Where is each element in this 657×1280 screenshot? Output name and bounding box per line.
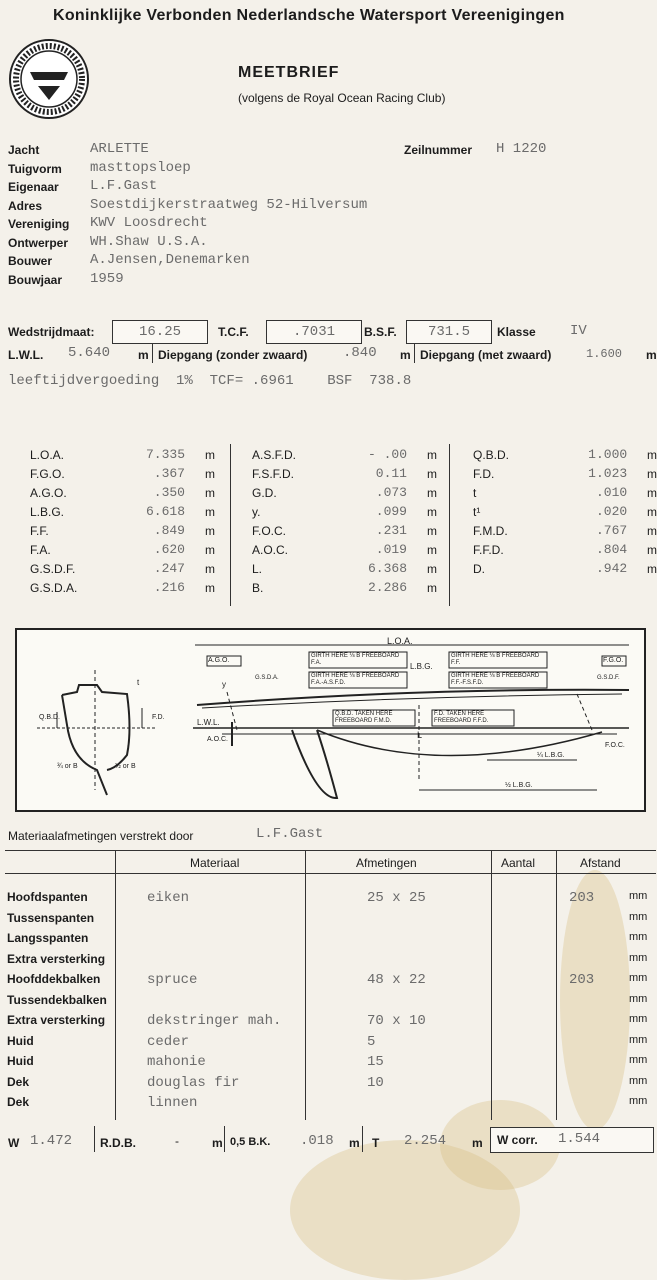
material-name: Extra versterking: [7, 951, 106, 966]
measurement-label: F.F.D.: [473, 542, 504, 557]
diepgang-met-value: 1.600: [586, 347, 623, 361]
measurement-value: .942: [595, 561, 628, 576]
material-name: Tussendekbalken: [7, 992, 107, 1007]
material-materiaal: ceder: [147, 1033, 190, 1050]
measurement-label: t¹: [473, 504, 481, 519]
diepgang-zonder-unit: m: [400, 348, 411, 362]
measurement-label: L.: [252, 561, 263, 576]
wcorr-value: 1.544: [558, 1131, 601, 1147]
material-unit: mm: [629, 931, 648, 943]
material-afmetingen: 5: [367, 1033, 376, 1050]
wcorr-label: W corr.: [497, 1133, 538, 1147]
measurement-value: 7.335: [145, 447, 185, 462]
materials-header-afmetingen: Afmetingen: [356, 856, 417, 870]
measurement-row: [473, 540, 657, 559]
diagram-foc: F.O.C.: [605, 742, 625, 749]
logo-text: KNWV: [36, 62, 64, 72]
measurement-label: A.G.O.: [30, 485, 67, 500]
page-subtitle: (volgens de Royal Ocean Racing Club): [238, 91, 446, 105]
diagram-l: L: [417, 730, 423, 740]
zeilnummer-value: H 1220: [496, 141, 547, 157]
material-unit: mm: [629, 992, 648, 1005]
measurement-unit: m: [205, 485, 215, 500]
measurement-label: G.S.D.A.: [30, 580, 78, 595]
vereniging-label: Vereniging: [8, 217, 70, 231]
measurement-unit: m: [205, 447, 215, 462]
material-row: [7, 970, 655, 991]
measurement-value: 2.286: [367, 580, 407, 595]
material-unit: mm: [629, 951, 648, 964]
diagram-girth-fa: GIRTH HERE ⅛ B FREEBOARD F.A.: [311, 653, 400, 666]
measurement-unit: m: [427, 504, 437, 519]
measurement-row: [473, 502, 657, 521]
measurement-unit: m: [205, 504, 215, 519]
diagram-quarter-lbg: ¼ L.B.G.: [537, 752, 565, 759]
measurement-label: A.O.C.: [252, 542, 289, 557]
measurement-unit: m: [647, 523, 657, 538]
measurement-unit: m: [205, 523, 215, 538]
ontwerper-label: Ontwerper: [8, 235, 69, 250]
jacht-label: Jacht: [8, 143, 40, 157]
page-title: MEETBRIEF: [238, 64, 340, 81]
material-row: [7, 1032, 655, 1053]
measurement-row: [30, 445, 215, 464]
measurement-row: [30, 502, 215, 521]
lwl-label: L.W.L.: [8, 348, 44, 362]
measurement-value: .247: [153, 561, 185, 576]
measurement-label: t: [473, 485, 477, 500]
measurement-unit: m: [427, 485, 437, 500]
diagram-lbg: L.B.G.: [410, 662, 433, 671]
material-row: [7, 1011, 655, 1032]
measurement-row: [252, 483, 437, 502]
measurement-unit: m: [427, 466, 437, 481]
t-value: 2.254: [404, 1133, 447, 1149]
diagram-girth-asfd: GIRTH HERE ⅛ B FREEBOARD F.A.-A.S.F.D.: [311, 673, 400, 686]
measurement-label: D.: [473, 561, 485, 576]
measurement-unit: m: [427, 542, 437, 557]
tcf-label: T.C.F.: [218, 325, 249, 339]
t-unit: m: [472, 1136, 483, 1150]
materials-header-afstand: Afstand: [580, 856, 621, 870]
measurement-value: .019: [375, 542, 407, 557]
material-unit: mm: [629, 1033, 648, 1046]
bk-label: 0,5 B.K.: [230, 1136, 271, 1148]
measurement-unit: m: [647, 466, 657, 481]
measurement-label: G.S.D.F.: [30, 561, 76, 576]
wedstrijdmaat-label: Wedstrijdmaat:: [8, 325, 95, 339]
measurement-row: [30, 578, 215, 597]
bk-unit: m: [349, 1136, 360, 1150]
material-row: [7, 991, 655, 1012]
material-afmetingen: 25 x 25: [367, 890, 426, 906]
diagram-fgo: F.G.O.: [603, 657, 624, 664]
material-name: Huid: [7, 1054, 34, 1068]
material-name: Dek: [7, 1074, 30, 1089]
bk-value: .018: [300, 1133, 334, 1149]
diepgang-met-label: Diepgang (met zwaard): [420, 348, 552, 362]
material-name: Hoofddekbalken: [7, 972, 101, 986]
vereniging-value: KWV Loosdrecht: [90, 215, 208, 231]
material-materiaal: douglas fir: [147, 1074, 240, 1091]
measurement-label: G.D.: [252, 485, 277, 500]
measurement-unit: m: [427, 447, 437, 462]
measurement-unit: m: [647, 542, 657, 557]
measurement-value: .367: [153, 466, 185, 481]
leeftijdvergoeding: leeftijdvergoeding 1% TCF= .6961 BSF 738.8: [8, 373, 412, 389]
measurement-row: [252, 502, 437, 521]
materials-header-materiaal: Materiaal: [190, 856, 240, 870]
measurement-row: [252, 464, 437, 483]
measurement-row: [252, 445, 437, 464]
klasse-label: Klasse: [497, 325, 536, 339]
material-row: [7, 909, 655, 930]
diagram-girth-fsfd: GIRTH HERE ⅛ B FREEBOARD F.F.-F.S.F.D.: [451, 673, 540, 686]
measurement-unit: m: [427, 561, 437, 576]
diagram-t: t: [137, 678, 140, 687]
measurement-unit: m: [427, 523, 437, 538]
material-afstand: 203: [569, 890, 595, 906]
measurement-unit: m: [205, 542, 215, 557]
measurement-value: .804: [595, 542, 628, 557]
measurement-row: [252, 540, 437, 559]
material-materiaal: linnen: [147, 1095, 198, 1111]
bsf-value: 731.5: [427, 324, 470, 340]
rdb-unit: m: [212, 1136, 223, 1150]
measurement-value: 6.368: [367, 561, 407, 576]
measurement-row: [473, 559, 657, 578]
diagram-ago: A.G.O.: [208, 657, 230, 664]
measurement-value: .849: [153, 523, 185, 538]
eigenaar-value: L.F.Gast: [90, 178, 158, 194]
wedstrijdmaat-value: 16.25: [138, 324, 181, 340]
materials-header-aantal: Aantal: [501, 856, 536, 870]
material-row: [7, 1093, 655, 1114]
bouwer-label: Bouwer: [8, 254, 53, 268]
measurement-value: .216: [153, 580, 185, 595]
material-unit: mm: [629, 910, 648, 923]
materials-table: [7, 888, 655, 1114]
measurement-label: L.B.G.: [30, 504, 65, 519]
material-unit: mm: [629, 972, 648, 984]
material-unit: mm: [629, 1054, 648, 1066]
diepgang-zonder-value: .840: [343, 345, 377, 361]
diagram-gsdf: G.S.D.F.: [597, 675, 620, 681]
material-row: [7, 888, 655, 909]
measurement-value: 1.023: [588, 466, 628, 481]
w-label: W: [8, 1136, 20, 1150]
measurement-unit: m: [647, 561, 657, 576]
diepgang-met-unit: m: [646, 348, 657, 362]
ontwerper-value: WH.Shaw U.S.A.: [90, 233, 208, 250]
organization-name: Koninklijke Verbonden Nederlandsche Watersport Vereenigingen: [53, 7, 565, 24]
measurement-row: [473, 464, 657, 483]
measurement-label: F.O.C.: [252, 523, 287, 538]
measurement-label: Q.B.D.: [473, 447, 510, 462]
jacht-value: ARLETTE: [90, 141, 149, 157]
bsf-box: [406, 320, 492, 344]
measurement-label: B.: [252, 580, 264, 595]
material-name: Hoofdspanten: [7, 890, 88, 904]
bouwer-value: A.Jensen,Denemarken: [90, 252, 250, 268]
wedstrijdmaat-box: [112, 320, 208, 344]
measurement-unit: m: [205, 466, 215, 481]
material-name: Tussenspanten: [7, 910, 95, 925]
w-value: 1.472: [30, 1133, 73, 1149]
material-afstand: 203: [569, 972, 595, 988]
material-unit: mm: [629, 1074, 648, 1087]
diagram-lwl: L.W.L.: [197, 718, 220, 727]
klasse-value: IV: [570, 323, 587, 339]
rdb-value: -: [175, 1134, 179, 1148]
material-name: Extra versterking: [7, 1013, 106, 1027]
material-afmetingen: 70 x 10: [367, 1013, 426, 1029]
t-label: T: [372, 1136, 380, 1150]
measurement-row: [30, 464, 215, 483]
tcf-value: .7031: [292, 324, 335, 340]
measurement-row: [473, 521, 657, 540]
measurements-col3: [473, 445, 657, 578]
material-name: Huid: [7, 1033, 34, 1048]
diagram-qbd-taken: Q.B.D. TAKEN HERE FREEBOARD F.M.D.: [335, 711, 393, 724]
knwv-logo: [8, 38, 90, 120]
measurement-label: L.O.A.: [30, 447, 65, 462]
diagram-qbd: Q.B.D.: [39, 714, 61, 721]
measurement-unit: m: [647, 447, 657, 462]
measurement-unit: m: [427, 580, 437, 595]
material-materiaal: spruce: [147, 972, 198, 988]
measurement-value: 0.11: [375, 466, 407, 481]
measurement-row: [30, 521, 215, 540]
material-materiaal: eiken: [147, 890, 190, 906]
measurements-col2: [252, 445, 437, 597]
diagram-y: y: [222, 680, 226, 689]
measurement-row: [252, 521, 437, 540]
diepgang-zonder-label: Diepgang (zonder zwaard): [158, 348, 308, 362]
material-materiaal: mahonie: [147, 1054, 206, 1070]
measurement-label: y.: [252, 504, 261, 519]
measurement-label: F.S.F.D.: [252, 466, 295, 481]
measurement-value: .099: [375, 504, 407, 519]
measurement-unit: m: [205, 580, 215, 595]
measurement-value: .231: [375, 523, 407, 538]
material-afmetingen: 48 x 22: [367, 972, 426, 988]
material-unit: mm: [629, 890, 648, 902]
material-unit: mm: [629, 1095, 648, 1107]
measurement-label: F.F.: [30, 523, 49, 538]
material-unit: mm: [629, 1013, 648, 1025]
measurement-value: .350: [153, 485, 185, 500]
bouwjaar-label: Bouwjaar: [8, 272, 63, 287]
measurement-value: .020: [595, 504, 628, 519]
measurement-value: .620: [153, 542, 185, 557]
material-row: [7, 1052, 655, 1073]
measurement-value: .010: [595, 485, 628, 500]
rdb-label: R.D.B.: [100, 1136, 136, 1150]
tuigvorm-label: Tuigvorm: [8, 161, 62, 176]
material-row: [7, 1073, 655, 1094]
measurement-value: .073: [375, 485, 407, 500]
material-afmetingen: 15: [367, 1054, 384, 1070]
materials-intro-value: L.F.Gast: [256, 826, 324, 842]
adres-value: Soestdijkerstraatweg 52-Hilversum: [90, 196, 368, 213]
diagram-fd: F.D.: [152, 714, 165, 721]
measurement-label: A.S.F.D.: [252, 447, 297, 462]
material-materiaal: dekstringer mah.: [147, 1013, 282, 1029]
measurements-col1: [30, 445, 215, 597]
diagram-half-lbg: ½ L.B.G.: [505, 782, 533, 789]
material-row: [7, 929, 655, 950]
materials-intro-label: Materiaalafmetingen verstrekt door: [8, 829, 194, 843]
eigenaar-label: Eigenaar: [8, 180, 59, 194]
measurement-value: .767: [595, 523, 628, 538]
measurement-row: [252, 559, 437, 578]
measurement-unit: m: [647, 485, 657, 500]
diagram-half-b: ½ or B: [115, 763, 136, 770]
material-name: Dek: [7, 1095, 30, 1109]
measurement-label: F.M.D.: [473, 523, 508, 538]
measurement-value: 6.618: [145, 504, 185, 519]
bsf-label: B.S.F.: [364, 325, 397, 339]
lwl-value: 5.640: [68, 345, 111, 361]
measurement-row: [30, 483, 215, 502]
material-row: [7, 950, 655, 971]
measurement-value: 1.000: [588, 447, 628, 462]
hull-diagram: [15, 628, 646, 812]
diagram-gsda: G.S.D.A.: [255, 675, 279, 681]
measurement-label: F.A.: [30, 542, 51, 557]
tcf-box: [266, 320, 362, 344]
measurement-value: - .00: [367, 447, 407, 462]
tuigvorm-value: masttopsloep: [90, 159, 191, 176]
lwl-unit: m: [138, 348, 149, 362]
bouwjaar-value: 1959: [90, 270, 124, 287]
diagram-three-quarter-b: ¾ or B: [57, 763, 78, 770]
measurement-row: [30, 540, 215, 559]
measurement-row: [252, 578, 437, 597]
diagram-aoc: A.O.C.: [207, 736, 229, 743]
measurement-unit: m: [205, 561, 215, 576]
adres-label: Adres: [8, 198, 43, 213]
measurement-unit: m: [647, 504, 657, 519]
material-afmetingen: 10: [367, 1074, 384, 1091]
diagram-fd-taken: F.D. TAKEN HERE FREEBOARD F.F.D.: [434, 711, 489, 724]
measurement-row: [473, 445, 657, 464]
measurement-row: [473, 483, 657, 502]
diagram-loa: L.O.A.: [387, 636, 413, 646]
measurement-row: [30, 559, 215, 578]
diagram-girth-ff: GIRTH HERE ⅛ B FREEBOARD F.F.: [451, 653, 540, 666]
measurement-label: F.D.: [473, 466, 495, 481]
measurement-label: F.G.O.: [30, 466, 65, 481]
zeilnummer-label: Zeilnummer: [404, 143, 473, 157]
material-name: Langsspanten: [7, 931, 89, 945]
